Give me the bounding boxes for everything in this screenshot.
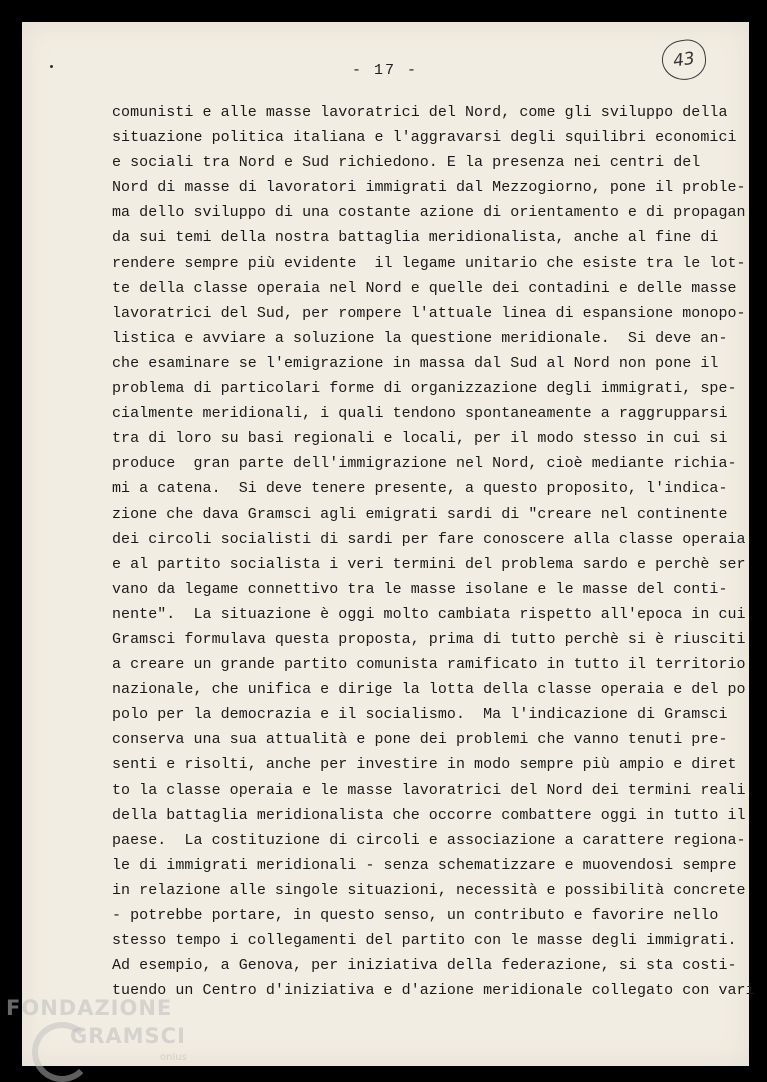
text-line: te della classe operaia nel Nord e quelle dei contadini e delle masse [112, 279, 737, 297]
text-line: da sui temi della nostra battaglia meridionalista, anche al fine di [112, 229, 719, 247]
text-line: listica e avviare a soluzione la questione meridionale. Si deve an- [112, 329, 728, 347]
page-number: - 17 - [352, 62, 419, 79]
text-line: Ad esempio, a Genova, per iniziativa della federazione, si sta costi- [112, 957, 737, 975]
text-line: zione che dava Gramsci agli emigrati sardi di "creare nel continente [112, 505, 728, 523]
text-line: della battaglia meridionalista che occorre combattere oggi in tutto il [112, 806, 746, 824]
text-line: - potrebbe portare, in questo senso, un contributo e favorire nello [112, 907, 719, 924]
watermark-sub: onlus [160, 1052, 187, 1063]
text-line: situazione politica italiana e l'aggravarsi degli squilibri economici [112, 129, 737, 147]
body-text [112, 100, 755, 1003]
watermark-line1: FONDAZIONE [6, 996, 173, 1020]
text-line: in relazione alle singole situazioni, necessità e possibilità concrete [112, 881, 746, 899]
text-line: conserva una sua attualità e pone dei problemi che vanno tenuti pre- [112, 731, 728, 749]
text-line: che esaminare se l'emigrazione in massa dal Sud al Nord non pone il [112, 354, 719, 372]
text-line: comunisti e alle masse lavoratrici del Nord, come gli sviluppo della [112, 104, 728, 121]
text-line: stesso tempo i collegamenti del partito con le masse degli immigrati. [112, 932, 737, 950]
text-line: produce gran parte dell'immigrazione nel Nord, cioè mediante richia- [112, 455, 737, 473]
text-line: problema di particolari forme di organizzazione degli immigrati, spe- [112, 380, 737, 398]
archive-number-stamp: 43 [659, 37, 708, 83]
text-line: paese. La costituzione di circoli e associazione a carattere regiona- [112, 831, 746, 849]
text-line: e al partito socialista i veri termini del problema sardo e perchè ser [112, 555, 746, 573]
text-line: a creare un grande partito comunista ramificato in tutto il territorio [112, 656, 746, 674]
text-line: mi a catena. Si deve tenere presente, a questo proposito, l'indica- [112, 480, 728, 498]
text-line: nazionale, che unifica e dirige la lotta della classe operaia e del po [112, 681, 746, 699]
text-line: tuendo un Centro d'iniziativa e d'azione meridionale collegato con vari [112, 982, 755, 1000]
text-line: vano da legame connettivo tra le masse isolane e le masse del conti- [112, 580, 728, 598]
text-line: senti e risolti, anche per investire in modo sempre più ampio e diret [112, 756, 737, 774]
text-line: le di immigrati meridionali - senza schematizzare e muovendosi sempre [112, 856, 737, 874]
text-line: tra di loro su basi regionali e locali, per il modo stesso in cui si [112, 430, 728, 448]
watermark-line2: GRAMSCI [70, 1024, 186, 1048]
text-line: e sociali tra Nord e Sud richiedono. E la presenza nei centri del [112, 154, 701, 172]
text-line: ma dello sviluppo di una costante azione di orientamento e di propagan [112, 204, 746, 222]
paper-mark [50, 65, 53, 68]
text-line: nente". La situazione è oggi molto cambiata rispetto all'epoca in cui [112, 605, 746, 623]
text-line: cialmente meridionali, i quali tendono spontaneamente a raggrupparsi [112, 405, 728, 423]
text-line: Nord di masse di lavoratori immigrati dal Mezzogiorno, pone il proble- [112, 179, 746, 197]
text-line: Gramsci formulava questa proposta, prima di tutto perchè si è riusciti [112, 630, 746, 648]
text-line: to la classe operaia e le masse lavoratrici del Nord dei termini reali [112, 781, 746, 799]
text-line: rendere sempre più evidente il legame unitario che esiste tra le lot- [112, 254, 746, 272]
text-line: lavoratrici del Sud, per rompere l'attuale linea di espansione monopo- [112, 304, 746, 322]
document-page [22, 22, 755, 1066]
text-line: dei circoli socialisti di sardi per fare conoscere alla classe operaia [112, 530, 746, 548]
text-line: polo per la democrazia e il socialismo. Ma l'indicazione di Gramsci [112, 706, 728, 724]
